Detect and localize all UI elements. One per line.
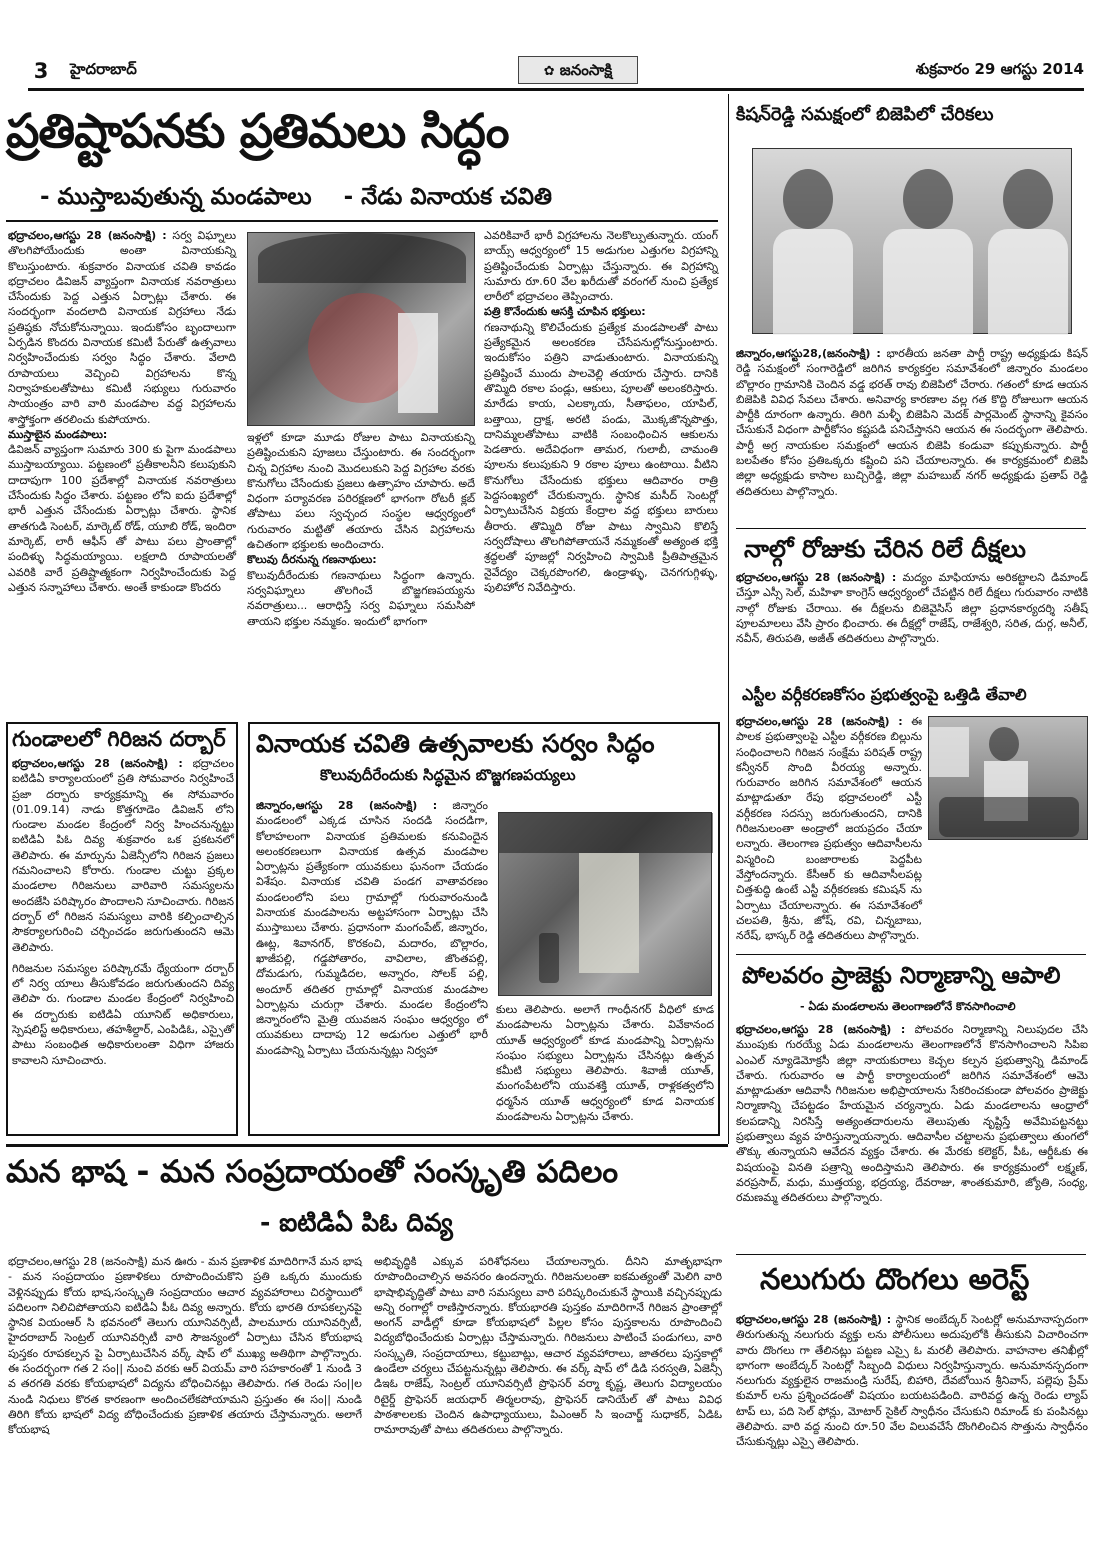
thieves-p1: స్థానిక అంబేద్కర్ సెంటర్లో అనుమానాస్పదంగా తిరుగుతున్న నలుగురు వ్యక్తు లను పోలీసులు అదుపులోకి తీసుకుని విచారించగా వారు దొంగలు గా తేలినట్లు పట్టణ ఎస్సై ఓ మరలీ తెలిపారు. వాహనాల తనిఖీల్లో భాగంగా అంబేద్కర్ సెంటర్లో సిబ్బంది విధులు నిర్వహిస్తున్నారు. అనుమానస్పదంగా నలుగురు వ్యక్తులైన రాజమండ్రి సురేష్, బిహారి, దేవబోయిన శ్రీనివాస్, పల్లెపు ప్రేమ్ కుమార్ లను ప్రశ్నించడంతో విషయం బయటపడింది. వారివద్ద ఉన్న రెండు ల్యాప్ టాప్ లు, పది సెల్ ఫోన్లు, మోటార్ సైకిల్ స్వాధీనం చేసుకుని రిమాండ్ కు పంపినట్లు తెలిపారు. వారి వద్ద నుంచి రూ.50 వేల విలువచేసే దొంగిలించిన సొత్తును స్వాధీనం చేసుకున్నట్లు ఎస్సై తెలిపారు. (736, 1313, 1089, 1449)
bhasha-subhead: - ఐటిడిఏ పిఓ దివ్య (260, 1208, 453, 1237)
thieves-top-rule (736, 1254, 1086, 1255)
lead-headline: ప్రతిష్టాపనకు ప్రతిమలు సిద్ధం (6, 104, 509, 159)
kishan-dateline: జిన్నారం,ఆగస్టు28,(జనంసాక్షి) : (736, 347, 881, 360)
lead-subhead: - ముస్తాబవుతున్న మండపాలు - నేడు వినాయక చవితి (40, 184, 552, 210)
lead-rule (6, 220, 718, 222)
lead-col1 (8, 228, 236, 720)
lead-col3-p1: ఎవరికివారే భారీ విగ్రహాలను నెలకొల్పుతున్నారు. యంగ్ బాయ్స్ ఆధ్వర్యంలో 15 అడుగుల ఎత్తుగల విగ్రహాన్ని ప్రతిష్టించేందుకు ఏర్పాట్లు చేస్తున్నారు. ఈ విగ్రహాన్ని సుమారు రూ.60 వేల ఖరీదుతో వరంగల్ నుంచి ప్రత్యేక లారీలో భద్రాచలం తెప్పించారు. (484, 229, 718, 304)
polavaram-headline: పోలవరం ప్రాజెక్టు నిర్మాణాన్ని ఆపాలి (742, 963, 1061, 989)
vinayaka2-subhead: కొలువుదీరేందుకు సిద్ధమైన బొజ్జగణపయ్యలు (320, 766, 576, 784)
thieves-dateline: భద్రాచలం,ఆగస్టు 28 (జనంసాక్షి) : (736, 1313, 892, 1326)
right-column-rule (728, 94, 729, 1144)
masthead-title: జనంసాక్షి (559, 61, 613, 79)
kishan-rule (736, 528, 1086, 529)
kishan-headline: కిషన్‌రెడ్డి సమక్షంలో బిజెపిలో చేరికలు (736, 104, 994, 125)
vinayaka2-col2-p1: కులు తెలిపారు. అలాగే గాంధీనగర్ వీధిలో కూడ మండపాలను ఏర్పాట్లను చేశారు. వివేకానంద యూత్ ఆధ్వర్యంలో కూడ మండపాన్ని ఏర్పాట్లను సంఘం సభ్యులు ఏర్పాట్లను చేసినట్లు ఉత్సవ కమీటి సభ్యులు తెలిపారు. శివాజీ యూత్, మంగంపేటలోని యువశక్తి యూత్, రాళ్లకత్వలోని ధర్మసేన యూత్ ఆధ్వర్యంలో కూడ వినాయక మండపాలను ఏర్పాట్లను చేశారు. (496, 1003, 714, 1124)
st-dateline: భద్రాచలం,ఆగస్టు 28 (జనంసాక్షి) : (736, 715, 903, 728)
lead-photo-idol (247, 232, 475, 426)
relay-dateline: భద్రాచలం,ఆగస్టు 28 (జనంసాక్షి) : (736, 571, 897, 584)
polavaram-subhead: - ఏడు మండలాలను తెలంగాణలోనే కొనసాగించాలి (800, 1000, 1016, 1013)
bhasha-col1 (8, 1254, 362, 1486)
lead-col2-p1: ఇళ్లలో కూడా మూడు రోజుల పాటు వినాయకున్ని ప్రతిష్టించుకుని పూజలు చేస్తుంటారు. ఈ సందర్భంగా చిన్న విగ్రహాల నుంచి మొదలుకుని పెద్ద విగ్రహాల వరకు కొనుగోలు చేసేందుకు ప్రజలు ఉత్సాహం చూపారు. అదే విధంగా పర్యావరణ పరిరక్షణలో భాగంగా రోటరీ క్లబ్ తోపాటు పలు స్వచ్ఛంద సంస్థల ఆధ్వర్యంలో గురువారం మట్టితో తయారు చేసిన విగ్రహాలను ఉచితంగా భక్తులకు అందించారు. (247, 431, 475, 552)
masthead-logo (518, 56, 638, 84)
vinayaka2-photo-mandapam (498, 812, 712, 996)
vinayaka2-col2 (496, 1002, 714, 1132)
st-headline: ఎస్టీల వర్గీకరణకోసం ప్రభుత్వంపై ఒత్తిడి తేవాలి (742, 685, 1027, 704)
thieves-body (736, 1312, 1088, 1486)
girijana-headline: గుండాలలో గిరిజన దర్బార్ (12, 727, 226, 751)
lead-sub-ganadhulu: కొలువు దీరనున్న గణనాథులు: (247, 553, 377, 567)
lead-col2 (247, 430, 475, 720)
lead-col1-p2: డివిజన్ వ్యాప్తంగా సుమారు 300 కు పైగా మండపాలు ముస్తాబయ్యాయి. పట్టణంలో ప్రతీకాలనీని కలుపుకుని దాదాపుగా 100 ప్రదేశాల్లో వినాయక నవరాత్రులు చేసేందుకు సిద్ధం చేశారు. పట్టణం లోని ఐదు ప్రదేశాల్లో భారీ ఎత్తున చేసేందుకు ఏర్పాట్లు చేశారు. స్థానిక తాతగుడి సెంటర్, మార్కెట్ రోడ్, యూబి రోడ్, ఇందిరా మార్కెట్, లారీ ఆఫీస్ తో పాటు పలు ప్రాంతాల్లో పందిళ్ళు సిద్ధమయ్యాయి. లక్షలాది రూపాయలతో ఎవరికి వారే ప్రతిష్టాత్మకంగా నిర్వహించేందుకు పెద్ద ఎత్తున సన్నాహాలు చేశారు. అంతే కాకుండా కొందరు (8, 443, 236, 594)
polavaram-body (736, 1022, 1088, 1252)
lead-sub-mandapalu: ముస్తాబైన మండపాలు: (8, 427, 108, 441)
masthead-logo-icon: ✿ (543, 64, 555, 79)
bhasha-dateline: భద్రాచలం,ఆగస్టు 28 (జనంసాక్షి) (8, 1255, 148, 1268)
lead-col1-p1: సర్వ విఘ్నాలు తొలగిపోయేందుకు అంతా వినాయకున్ని కొలుస్తుంటారు. శుక్రవారం వినాయక చవితి కావడం భద్రాచలం డివిజన్ వ్యాప్తంగా వినాయక నవరాత్రులు చేసేందుకు పెద్ద ఎత్తున ఏర్పాట్లు చేశారు. ఈ సందర్భంగా వందలాది వినాయక విగ్రహాలు నేడు ప్రతిష్ఠకు నోచుకోనున్నాయి. ఇందుకోసం బృందాలుగా ఏర్పడిన కొందరు వినాయక కమిటీ పేరుతో ఉత్సవాలు నిర్వహించేందుకు సర్వం సిద్ధం చేశారు. వేలాది రూపాయలు వెచ్చించి విగ్రహాలను కొన్న నిర్వాహకులతోపాటు కమిటీ సభ్యులు గురువారం సాయంత్రం వారి వారి మండపాల వద్ద విగ్రహాలను శాస్త్రోక్తంగా తరలించు కుపోయారు. (8, 229, 236, 426)
st-p1: ఈ పాలక ప్రభుత్వాలపై ఎస్టీల వర్గీకరణ బిల్లును సంధించాలని గిరిజన సంక్షేమ పరిషత్ రాష్ట్ర కన్వీనర్ సొంది వీరయ్య అన్నారు. గురువారం జరిగిన సమావేశంలో ఆయన మాట్లాడుతూ రేపు భద్రాచలంలో ఎస్టీ వర్గీకరణ సదస్సు జరుగుతుందని, దానికి గిరిజనులంతా అండ్రాలో జయప్రదం చేయా లన్నారు. తెలంగాణ ప్రభుత్వం ఆదివాసీలను విస్మరించి బంజారాలకు పెద్దపీట వేస్తోందన్నారు. కేసీఆర్ కు ఆదివాసీలపట్ల చిత్తశుద్ధి ఉంటే ఎస్టీ వర్గీకరణకు కమిషన్ ను ఏర్పాటు చేయాలన్నారు. ఈ సమావేశంలో చలపతి, శ్రీను, జోష్, రవి, చిన్నబాబు, నరేష్, భాస్కర్ రెడ్డి తదితరులు పాల్గొన్నారు. (736, 715, 922, 943)
relay-headline: నాల్గో రోజుకు చేరిన రిలే దీక్షలు (744, 535, 1026, 563)
polavaram-p1: పోలవరం నిర్మాణాన్ని నిలుపుదల చేసి ముంపుకు గురయ్యే ఏడు మండలాలను తెలంగాణలోనే కొనసాగించాలని సిపిఐ ఎంఎల్ న్యూడెమోక్రసీ జిల్లా నాయకురాలు కెచ్చల కల్పన ప్రభుత్వాన్ని డిమాండ్ చేశారు. గురువారం ఆ పార్టీ కార్యాలయంలో జరిగిన సమావేశంలో ఆమె మాట్లాడుతూ ఆదివాసీ గిరిజనుల అభిప్రాయాలను సేకరించకుండా పోలవరం ప్రాజెక్టు నిర్మాణాన్ని చేపట్టడం హేయమైన చర్యన్నారు. ఏడు మండలాలను ఆంధ్రాలో కలపడాన్ని నిరసిస్తే అత్యంతదారులను తెలుపుతు నృష్టిస్తే అవేమిపట్టనట్టు ప్రభుత్వాలు వ్యవ హరిస్తున్నాయన్నారు. ఆదివాసీల చట్టాలను ప్రభుత్వాలు తుంగలో తొక్కు తున్నాయని ఆవేదన వ్యక్తం చేశారు. ఈ మేరకు కలెక్టర్, పీఓ, ఆర్డీఓకు ఈ విషయంపై వినతి పత్రాన్ని అందిస్తామని తెలిపారు. ఈ కార్యక్రమంలో లక్ష్మణ్, వరప్రసాద్, మధు, ముత్తయ్య, భద్రయ్య, దేవరాజు, శాంతకుమారి, జ్యోతి, సంధ్య, రమణమ్మ తదితరులు పాల్గొన్నారు. (736, 1023, 1088, 1205)
girijana-p2: గిరిజనుల సమస్యల పరిష్కారమే ధ్యేయంగా దర్బార్ లో నిర్వ యాలు తీసుకోవడం జరుగుతుందని దివ్య తెలిపా రు. గుండాల మండల కేంద్రంలో నిర్వహించి ఈ దర్బారుకు ఐటిడిఏ యూనిట్ అధికారులు, స్పెషలిస్ట్ అధికారులు, తహశీల్దార్, ఎంపిడిఓ, ఎస్సైతో పాటు సంబంధిత అధికారులంతా విధిగా హాజరు కావాలని సూచించారు. (12, 961, 234, 1067)
lead-col3-p2: గణనాథున్ని కొలిచేందుకు ప్రత్యేక మండపాలతో పాటు ప్రత్యేకమైన అలంకరణ చేసేపనుల్లోనుస్తుంటారు. ఇందుకోసం పత్రిని వాడుతుంటారు. వినాయకున్ని ప్రతిష్టించే ముందు పాలవెల్లి తయారు చేస్తారు. దానికి తొమ్మిది రకాల పండ్లు, ఆకులు, పూలతో అలంకరిస్తారు. మారేడు కాయ, ఎలక్కాయ, సీతాఫలం, యాపిల్, బత్తాయి, ద్రాక్ష, అరటి పండు, మొక్కజొన్నపొత్తు, దానిమ్మలతోపాటు వాటికి సంబంధించిన ఆకులను పెడతారు. అదేవిధంగా తామర, గులాబీ, చామంతి పూలను కలుపుకుని 9 రకాల పూలు ఉంటాయి. వీటిని కొనుగోలు చేసేందుకు భక్తులు ఆదివారం రాత్రి పెద్దసంఖ్యలో చేరుకున్నారు. స్థానిక మసీద్ సెంటర్లో ఏర్పాటుచేసిన విక్రయ కేంద్రాల వద్ద భక్తులు బారులు తీరారు. తొమ్మిది రోజు పాటు స్వామిని కొలిస్తే సర్వదోషాలు తొలగిపోతాయనే నమ్మకంతో అత్యంత భక్తి శ్రద్ధలతో పూజల్లో నిర్వహించి స్వామికి ప్రీతిపాత్రమైన నైవేద్యం చెక్కరపొంగలి, ఉండ్రాళ్ళు, చెనగగుగ్గిళ్ళు, పులిహోర నివేదిస్తారు. (484, 320, 718, 594)
lead-col2-p2: కొలువుదీరేందుకు గణనాథులు సిద్ధంగా ఉన్నారు. సర్వవిఘ్నాలు తొలగించే బొజ్జగణపయ్యను నవరాత్రులు... ఆరాధిస్తే సర్వ విఘ్నాలు సమసిపో తాయని భక్తుల నమ్మకం. ఇందులో భాగంగా (247, 568, 475, 628)
lead-col3 (484, 228, 718, 720)
vinayaka2-col1-p1: జిన్నారం మండలంలో ఎక్కడ చూసిన సందడి సందడిగా, కోలాహలంగా వినాయక ప్రతిమలకు కనువిందైన అలంకరణలుగా వినాయక ఉత్సవ మండపాల ఏర్పాట్లను ప్రత్యేకంగా యువకులు ఘనంగా చేయడం విశేషం. వినాయక చవితి పండగ వాతావరణం మండలంలోని పలు గ్రామాల్లో గురువారంనుండి వినాయక మండపాలను అట్టహాసంగా ఏర్పాట్లు చేసి ముస్తాబులు చేశారు. ప్రధానంగా మంగంపేట్, జిన్నారం, ఊట్ల, శివానగర్, కొరకంచి, మదారం, బొల్లారం, ఖాజీపల్లి, గడ్డపోతారం, వావిలాల, జొంతపల్లి, దోమడుగు, గుమ్మడిదల, అన్నారం, సోలక్ పల్లి, అందూర్ తదితర గ్రామాల్లో వినాయక మండపాల ఏర్పాట్లను చురుగ్గా చేశారు. మండల కేంద్రంలోని జిన్నారంలోని మైత్రి యువజన సంఘం ఆధ్వర్యం లో యువకులు దాదాపు 12 అడుగుల ఎత్తులో భారీ మండపాన్ని ఏర్పాటు చేయనున్నట్లు నిర్వహా (256, 799, 489, 1057)
page-number: 3 (33, 59, 49, 83)
relay-p1: మద్యం మాఫియాను అరికట్టాలని డిమాండ్ చేస్తూ ఎస్సీ సెల్, మహిళా కాంగ్రెస్ ఆధ్వర్యంలో చేపట్టిన రిలే దీక్షలు గురువారం నాటికి నాల్గో రోజుకు చేరాయి. ఈ దీక్షలను బిజెవైసిస్ జిల్లా ప్రధానకార్యదర్శి సతీష్ పూలమాలలు వేసి ప్రారం భించారు. ఈ దీక్షల్లో రాజేష్, రాజేశ్వరి, సరిత, దుర్గ, అనీల్, నవీన్, తిరుపతి, అజీత్ తదితరులు పాల్గొన్నారు. (736, 571, 1089, 646)
vinayaka2-dateline: జిన్నారం,ఆగస్టు 28 (జనంసాక్షి) : (256, 799, 438, 812)
st-photo-meeting (928, 716, 1088, 840)
vinayaka2-box (248, 722, 720, 1136)
kishan-photo (752, 148, 1072, 334)
st-body-narrow (736, 714, 922, 943)
issue-date: శుక్రవారం 29 ఆగస్టు 2014 (915, 60, 1084, 78)
st-rule (736, 954, 1086, 955)
polavaram-dateline: భద్రాచలం,ఆగస్టు 28 (జనంసాక్షి) : (736, 1023, 906, 1036)
bhasha-headline: మన భాష - మన సంప్రదాయంతో సంస్కృతి పదిలం (6, 1154, 619, 1190)
girijana-box (6, 722, 238, 1136)
city-label: హైదరాబాద్ (70, 60, 137, 78)
bhasha-col2 (374, 1254, 722, 1486)
kishan-p1: భారతీయ జనతా పార్టీ రాష్ట్ర అధ్యక్షుడు కిషన్ రెడ్డి సమక్షంలో సంగారెడ్డిలో జరిగిన కార్యకర్తల సమావేశంలో జిన్నారం మండలం బొల్లారం గ్రామానికి చెందిన వడ్డ భరత్ రావు బిజెపిలో చేరారు. గతంలో కూడ ఆయన బిజెపికి వివిధ సేవలు చేశారు. అనివార్య కారణాల వల్ల గత కొద్ది రోజులుగా ఆయన పార్టీకి దూరంగా ఉన్నారు. తిరిగి మళ్ళీ బిజెపిని మెదక్ పార్లమెంట్ స్థానాన్ని కైవసం చేసుకునే విధంగా పార్టీకోసం కష్టపడి పనిచేస్తానని ఆయన ఈ సందర్భంగా తెలిపారు. పార్టీ అగ్ర నాయకుల సమక్షంలో ఆయన బిజెపి కండువా కప్పుకున్నారు. పార్టీ బలపేతం కోసం ప్రతిఒక్కరు కష్టించి పని చేయాలన్నారు. ఈ కార్యక్రమంలో బిజెపి జిల్లా అధ్యక్షుడు కాసాల బుచ్చిరెడ్డి, జిల్లా మహబుబ్ నగర్ అధ్యక్షుడు ప్రతాప్ రెడ్డి తదితరులు పాల్గొన్నారు. (736, 347, 1089, 498)
girijana-body (12, 756, 234, 1132)
thieves-headline: నలుగురు దొంగలు అరెస్ట్ (760, 1262, 1030, 1296)
page-header (28, 56, 1084, 86)
bhasha-col2-p1: అభివృద్ధికి ఎక్కువ పరిశోధనలు చేయాలన్నారు. దీనిని మాతృభాషగా రూపొందించాల్సిన అవసరం ఉందన్నారు. గిరిజనులంతా ఐకమత్యంతో మెలిగి వారి భాషాభివృద్ధితో పాటు వారి సమస్యలు వారి పరిష్కరించుకునే స్థాయికి వచ్చినప్పుడు అన్ని రంగాల్లో రాణిస్తారన్నారు. కోయభారతి పుస్తకం మాదిరిగానే గిరిజన ప్రాంతాల్లో అంగన్ వాడీల్లో కూడా కోయభాషలో పిల్లల కోసం పుస్తకాలను రూపొందించి విద్యబోధించేందుకు ఏర్పాట్లు చేస్తామన్నారు. గిరిజనులు పాటించే పండుగలు, వారి సంస్కృతి, సంప్రదాయాలు, కట్టుబాట్లు, ఆచార వ్యవహారాలు, జాతరలు పుస్తకాల్లో ఉండేలా చర్యలు చేపట్టనున్నట్లు తెలిపారు. ఈ వర్క్ షాప్ లో డిడి సరస్వతి, ఏజెన్సీ డిఇఓ రాజేష్, సెంట్రల్ యూనివర్సిటీ ప్రొఫెసర్ వర్మా కృష్ణ, తెలుగు విద్యాలయం రిటైర్డ్ ప్రొఫెసర్ జయధార్ తిర్మలరావు, ప్రొఫెసర్ డానియేల్ తో పాటు వివిధ పాఠశాలలకు చెందిన ఉపాధ్యాయులు, పిఎంఆర్ సి ఇంచార్జ్ సుధాకర్, ఏడిఓ రామారావుతో పాటు తదితరులు పాల్గొన్నారు. (374, 1255, 722, 1437)
kishan-body (736, 346, 1088, 524)
relay-body (736, 570, 1088, 676)
bhasha-col1-p1: మన ఊరు - మన ప్రణాళిక మాదిరిగానే మన భాష - మన సంప్రదాయం ప్రణాళికలు రూపొందించుకొని ప్రతి ఒక్కరు ముందుకు వెళ్లినప్పుడు కోయ భాష,సంస్కృతి సంప్రదాయం ఆచార వ్యవహారాలు చిరస్థాయిలో పదిలంగా నిలిచిపోతాయని ఐటిడిఏ పీఓ దివ్య అన్నారు. కోయ భారతి రూపకల్పనపై స్థానిక వియంఆర్ సి భవనంలో తెలుగు యూనివర్సిటీ, పాలమూరు యూనివర్సిటీ, హైదరాబాద్ సెంట్రల్ యూనివర్సిటీ వారి సౌజన్యంలో ఏర్పాటు చేసిన కోయభాష పుస్తకం రూపకల్పన పై ఏర్పాటుచేసిన వర్క్ షాప్ లో ముఖ్య అతిథిగా పాల్గొన్నారు. ఈ సందర్భంగా గత 2 సం|| నుంచి వరకు ఆర్ వియమ్ వారి సహకారంతో 1 నుండి 3 వ తరగతి వరకు కోయభాషలో విద్యను బోధించినట్లు తెలిపారు. గత రెండు సం||ల నుండి నిధులు కొరత కారణంగా అందించలేకపోయామని ప్రస్తుతం ఈ సం|| నుండి తిరిగి కోయ భాషలో విద్య బోధించేందుకు ప్రణాళిక తయారు చేస్తామన్నారు. అలాగే కోయభాష (8, 1255, 362, 1437)
lead-dateline: భద్రాచలం,ఆగస్టు 28 (జనంసాక్షి) : (8, 229, 167, 242)
header-rule (28, 88, 1084, 91)
girijana-p1: భద్రాచలం ఐటిడిఏ కార్యాలయంలో ప్రతి సోమవారం నిర్వహించే ప్రజా దర్బారు కార్యక్రమాన్ని ఈ సోమవారం (01.09.14) నాడు కొత్తగూడెం డివిజన్ లోని గుండాల మండల కేంద్రంలో నిర్వ హించనున్నట్టు ఐటిడిఏ పిఓ దివ్య శుక్రవారం ఒక ప్రకటనలో తెలిపారు. ఈ మార్పును ఏజెన్సీలోని గిరిజన ప్రజలు గమనించాలని కోరారు. గుండాల చుట్టు ప్రక్కల మండలాల గిరిజనులు వారివారి సమస్యలను అందజేసి పరిష్కారం పొందాలని సూచించారు. గిరిజన దర్బార్ లో గిరిజన సమస్యలు వారికి కల్పించాల్సిన సౌకర్యాలగురించి చర్చించడం జరుగుతుందని ఆమె తెలిపారు. (12, 757, 234, 954)
bhasha-top-rule (6, 1144, 728, 1147)
vinayaka2-col1 (256, 798, 488, 1132)
vinayaka2-headline: వినాయక చవితి ఉత్సవాలకు సర్వం సిద్ధం (256, 729, 655, 758)
lead-sub-patri: పత్రి కొనేందుకు ఆసక్తి చూపిన భక్తులు: (484, 305, 646, 319)
girijana-dateline: భద్రాచలం,ఆగస్టు 28 (జనంసాక్షి) : (12, 757, 183, 770)
